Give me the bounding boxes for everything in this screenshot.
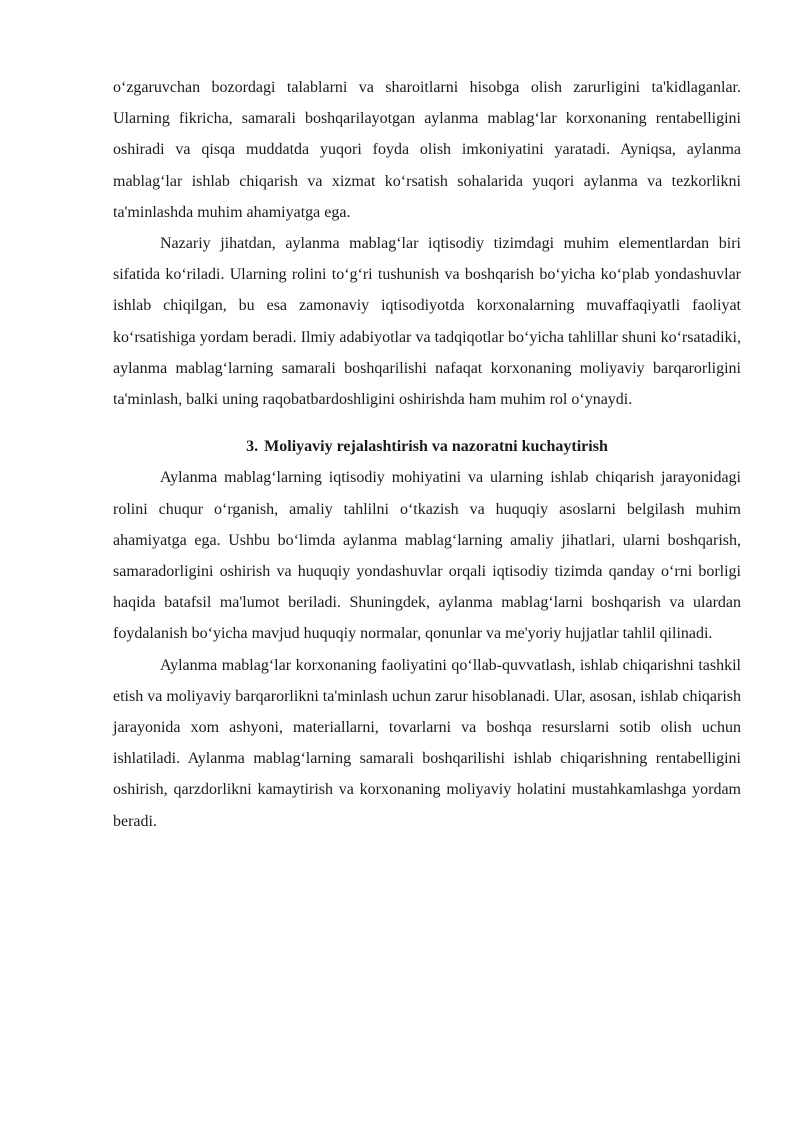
document-page xyxy=(113,72,741,837)
paragraph-4: Aylanma mablag‘lar korxonaning faoliyatini qo‘llab-quvvatlash, ishlab chiqarishni tashkil etish va moliyaviy barqarorlikni ta'minlash uchun zarur hisoblanadi. Ular, asosan, ishlab chiqarish jarayonida xom ashyoni, materiallarni, tovarlarni va boshqa resurslarni sotib olish uchun ishlatiladi. Aylanma mablag‘larning samarali boshqarilishi ishlab chiqarishning rentabelligini oshirish, qarzdorlikni kamaytirish va korxonaning moliyaviy holatini mustahkamlashga yordam beradi. xyxy=(113,656,741,830)
paragraph-3: Aylanma mablag‘larning iqtisodiy mohiyatini va ularning ishlab chiqarish jarayonidagi rolini chuqur o‘rganish, amaliy tahlilni o‘tkazish va huquqiy asoslarni belgilash muhim ahamiyatga ega. Ushbu bo‘limda aylanma mablag‘larning amaliy jihatlari, ularni boshqarish, samaradorligini oshirish va huquqiy yondashuvlar orqali iqtisodiy tizimda qanday o‘rni borligi haqida batafsil ma'lumot beriladi. Shuningdek, aylanma mablag‘larni boshqarish va ulardan foydalanish bo‘yicha mavjud huquqiy normalar, qonunlar va me'yoriy hujjatlar tahlil qilinadi. xyxy=(113,469,741,643)
section-title: Moliyaviy rejalashtirish va nazoratni kuchaytirish xyxy=(264,438,608,456)
paragraph-1: o‘zgaruvchan bozordagi talablarni va sharoitlarni hisobga olish zarurligini ta'kidlaganlar. Ularning fikricha, samarali boshqarilayotgan aylanma mablag‘lar korxonaning rentabelligini oshiradi va qisqa muddatda yuqori foyda olish imkoniyatini yaratadi. Ayniqsa, aylanma mablag‘lar ishlab chiqarish va xizmat ko‘rsatish sohalarida yuqori aylanma va tezkorlikni ta'minlashda muhim ahamiyatga ega. xyxy=(113,79,741,221)
section-number: 3. xyxy=(246,438,259,456)
section-heading xyxy=(113,431,741,462)
paragraph-2: Nazariy jihatdan, aylanma mablag‘lar iqtisodiy tizimdagi muhim elementlardan biri sifatida ko‘riladi. Ularning rolini to‘g‘ri tushunish va boshqarish bo‘yicha ko‘plab yondashuvlar ishlab chiqilgan, bu esa zamonaviy iqtisodiyotda korxonalarning muvaffaqiyatli faoliyat ko‘rsatishiga yordam beradi. Ilmiy adabiyotlar va tadqiqotlar bo‘yicha tahlillar shuni ko‘rsatadiki, aylanma mablag‘larning samarali boshqarilishi nafaqat korxonaning moliyaviy barqarorligini ta'minlash, balki uning raqobatbardoshligini oshirishda ham muhim rol o‘ynaydi. xyxy=(113,235,741,409)
